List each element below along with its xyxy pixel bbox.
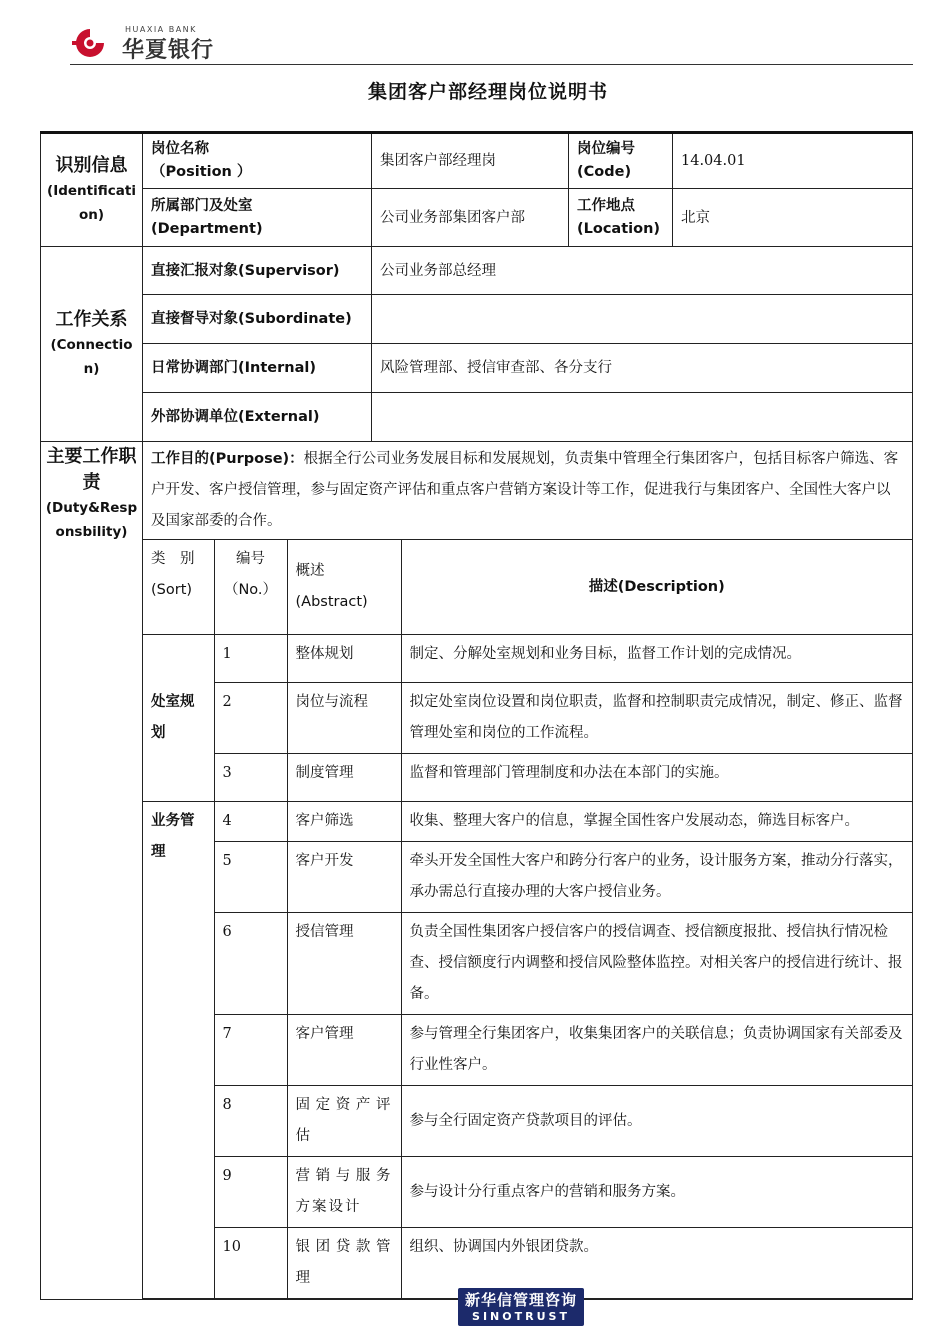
external-label: 外部协调单位(External) xyxy=(143,393,372,442)
location-label: 工作地点 (Location) xyxy=(569,189,673,247)
duty-table xyxy=(143,442,912,1299)
internal-label: 日常协调部门(Internal) xyxy=(143,344,372,393)
page-header xyxy=(0,0,950,70)
duty-row-4-abstract: 客户筛选 xyxy=(287,802,401,842)
duty-row-5-desc: 牵头开发全国性大客户和跨分行客户的业务，设计服务方案，推动分行落实，承办需总行直接办理的大客户授信业务。 xyxy=(401,842,912,913)
location-value: 北京 xyxy=(673,189,913,247)
column-header-abstract: 概述 (Abstract) xyxy=(287,540,401,635)
duty-row-5-no: 5 xyxy=(214,842,287,913)
duty-row-6-abstract: 授信管理 xyxy=(287,913,401,1015)
document-title: 集团客户部经理岗位说明书 xyxy=(367,81,608,103)
position-label: 岗位名称 （Position ） xyxy=(143,133,372,189)
purpose-text: 工作目的(Purpose)：根据全行公司业务发展目标和发展规划，负责集中管理全行集团客户，包括目标客户筛选、客户开发、客户授信管理，参与固定资产评估和重点客户营销方案设计等工作，促进我行与集团客户、全国性大客户以及国家部委的合作。 xyxy=(143,442,912,540)
duty-row-10-desc: 组织、协调国内外银团贷款。 xyxy=(401,1228,912,1299)
duty-row-4-desc: 收集、整理大客户的信息，掌握全国性客户发展动态，筛选目标客户。 xyxy=(401,802,912,842)
duty-row-2-abstract: 岗位与流程 xyxy=(287,683,401,754)
column-header-no: 编号 （No.） xyxy=(214,540,287,635)
duty-row-2-no: 2 xyxy=(214,683,287,754)
subordinate-value xyxy=(372,295,913,344)
duty-row-9-desc: 参与设计分行重点客户的营销和服务方案。 xyxy=(401,1157,912,1228)
duty-row-4-no: 4 xyxy=(214,802,287,842)
duty-heading: 主要工作职责 (Duty&Responsbility) xyxy=(41,442,143,1300)
logo-english-text: HUAXIA BANK xyxy=(125,25,197,34)
external-value xyxy=(372,393,913,442)
duty-row-10-no: 10 xyxy=(214,1228,287,1299)
duty-section xyxy=(143,442,913,1300)
supervisor-value: 公司业务部总经理 xyxy=(372,247,913,295)
duty-row-3-desc: 监督和管理部门管理制度和办法在本部门的实施。 xyxy=(401,754,912,802)
department-label: 所属部门及处室 (Department) xyxy=(143,189,372,247)
position-value: 集团客户部经理岗 xyxy=(372,133,569,189)
internal-value: 风险管理部、授信审查部、各分支行 xyxy=(372,344,913,393)
duty-row-1-desc: 制定、分解处室规划和业务目标，监督工作计划的完成情况。 xyxy=(401,635,912,683)
job-description-table xyxy=(40,131,913,1300)
column-header-description: 描述(Description) xyxy=(401,540,912,635)
footer-logo-en: SINOTRUST xyxy=(472,1310,570,1323)
supervisor-label: 直接汇报对象(Supervisor) xyxy=(143,247,372,295)
duty-row-9-abstract: 营销与服务方案设计 xyxy=(287,1157,401,1228)
duty-row-3-abstract: 制度管理 xyxy=(287,754,401,802)
department-value: 公司业务部集团客户部 xyxy=(372,189,569,247)
identification-heading: 识别信息 (Identification) xyxy=(41,133,143,247)
logo-chinese-text: 华夏银行 xyxy=(122,38,215,63)
duty-row-8-desc: 参与全行固定资产贷款项目的评估。 xyxy=(401,1086,912,1157)
duty-row-1-abstract: 整体规划 xyxy=(287,635,401,683)
code-label: 岗位编号 (Code) xyxy=(569,133,673,189)
subordinate-label: 直接督导对象(Subordinate) xyxy=(143,295,372,344)
duty-row-5-abstract: 客户开发 xyxy=(287,842,401,913)
code-value: 14.04.01 xyxy=(673,133,913,189)
duty-row-9-no: 9 xyxy=(214,1157,287,1228)
sort-business-management: 业务管理 xyxy=(143,802,214,1299)
duty-row-10-abstract: 银团贷款管理 xyxy=(287,1228,401,1299)
duty-row-8-abstract: 固定资产评估 xyxy=(287,1086,401,1157)
duty-row-7-desc: 参与管理全行集团客户，收集集团客户的关联信息；负责协调国家有关部委及行业性客户。 xyxy=(401,1015,912,1086)
header-divider xyxy=(70,64,913,65)
duty-row-6-no: 6 xyxy=(214,913,287,1015)
huaxia-bank-logo-icon xyxy=(70,26,110,60)
duty-row-7-abstract: 客户管理 xyxy=(287,1015,401,1086)
duty-row-6-desc: 负责全国性集团客户授信客户的授信调查、授信额度报批、授信执行情况检查、授信额度行内调整和授信风险整体监控。对相关客户的授信进行统计、报备。 xyxy=(401,913,912,1015)
column-header-sort: 类 别 (Sort) xyxy=(143,540,214,635)
duty-row-2-desc: 拟定处室岗位设置和岗位职责，监督和控制职责完成情况，制定、修正、监督管理处室和岗位的工作流程。 xyxy=(401,683,912,754)
duty-row-1-no: 1 xyxy=(214,635,287,683)
duty-row-8-no: 8 xyxy=(214,1086,287,1157)
sort-office-planning: 处室规划 xyxy=(143,635,214,802)
duty-row-3-no: 3 xyxy=(214,754,287,802)
sinotrust-logo xyxy=(458,1288,584,1326)
footer-logo-cn: 新华信管理咨询 xyxy=(464,1291,577,1309)
duty-row-7-no: 7 xyxy=(214,1015,287,1086)
connection-heading: 工作关系 (Connection) xyxy=(41,247,143,442)
